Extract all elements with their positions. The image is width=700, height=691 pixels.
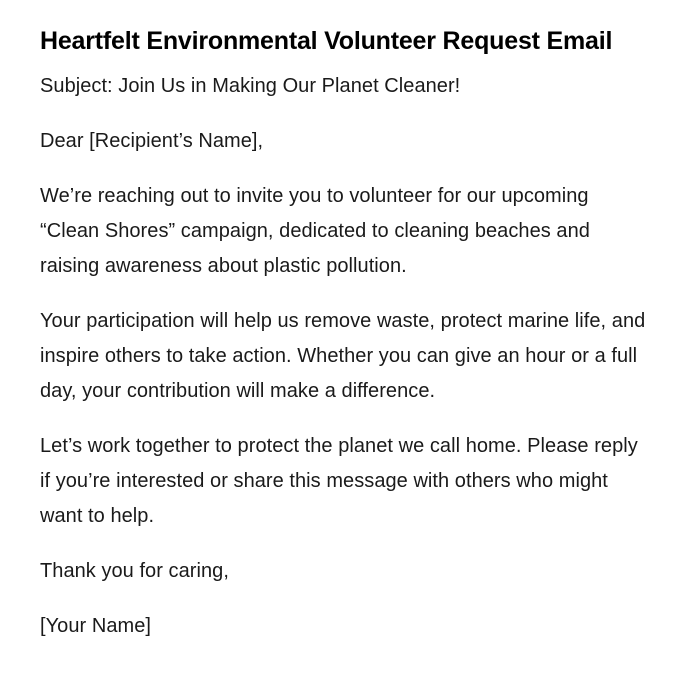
body-paragraph-impact: Your participation will help us remove waste, protect marine life, and inspire others to take action. Whether you can give an hour or a full day, your contribution will make a difference. bbox=[40, 310, 646, 402]
email-greeting: Dear [Recipient’s Name], bbox=[40, 130, 264, 152]
email-closing: Thank you for caring, bbox=[40, 560, 229, 582]
email-subject-line: Subject: Join Us in Making Our Planet Cleaner! bbox=[40, 75, 461, 97]
body-paragraph-invitation: We’re reaching out to invite you to volunteer for our upcoming “Clean Shores” campaign, dedicated to cleaning beaches and raising awareness about plastic pollution. bbox=[40, 185, 590, 277]
email-signature: [Your Name] bbox=[40, 615, 151, 637]
body-paragraph-call-to-action: Let’s work together to protect the planet we call home. Please reply if you’re interested or share this message with others who might want to help. bbox=[40, 435, 638, 527]
document-title: Heartfelt Environmental Volunteer Request Email bbox=[40, 27, 613, 55]
email-document bbox=[40, 26, 650, 644]
